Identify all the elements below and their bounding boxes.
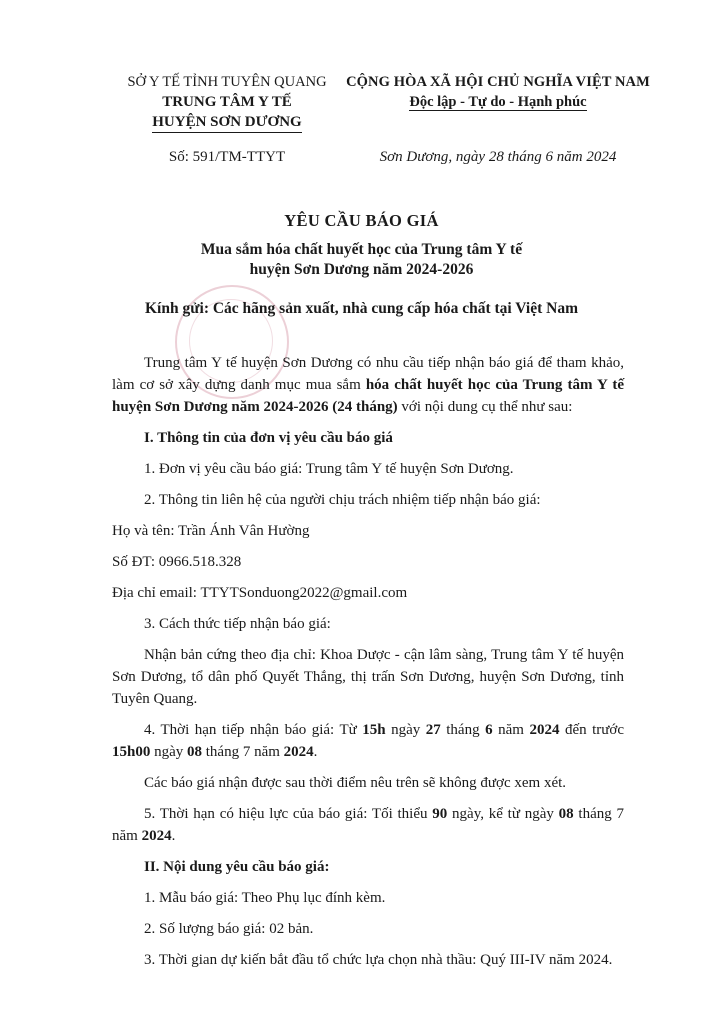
section2-item3: 3. Thời gian dự kiến bắt đầu tổ chức lựa chọn nhà thầu: Quý III-IV năm 2024. <box>144 952 613 968</box>
section1-item1: 1. Đơn vị yêu cầu báo giá: Trung tâm Y tế huyện Sơn Dương. <box>144 461 514 477</box>
subtitle-line1: Mua sắm hóa chất huyết học của Trung tâm Y tế <box>200 241 523 258</box>
delivery-address: Nhận bản cứng theo địa chỉ: Khoa Dược - cận lâm sàng, Trung tâm Y tế huyện Sơn Dương, tổ dân phố Quyết Thắng, thị trấn Sơn Dương, huyện Sơn Dương, tỉnh Tuyên Quang. <box>112 647 624 707</box>
section1-item5: 5. Thời hạn có hiệu lực của báo giá: Tối thiểu 90 ngày, kể từ ngày 08 tháng 7 năm 2024. <box>112 806 625 844</box>
national-heading <box>338 72 658 112</box>
national-motto: Độc lập - Tự do - Hạnh phúc <box>409 94 587 110</box>
late-quote-note: Các báo giá nhận được sau thời điểm nêu trên sẽ không được xem xét. <box>144 775 567 791</box>
section1-heading: I. Thông tin của đơn vị yêu cầu báo giá <box>144 430 393 446</box>
subtitle-line2: huyện Sơn Dương năm 2024-2026 <box>249 261 474 278</box>
section2-item2: 2. Số lượng báo giá: 02 bản. <box>144 921 314 937</box>
intro-paragraph: Trung tâm Y tế huyện Sơn Dương có nhu cầu tiếp nhận báo giá để tham khảo, làm cơ sở xây dựng danh mục mua sắm hóa chất huyết học của Trung tâm Y tế huyện Sơn Dương năm 2024-2026 (24 tháng) với nội dung cụ thể như sau: <box>112 355 624 415</box>
org-name-line1: TRUNG TÂM Y TẾ <box>162 94 292 110</box>
document-number: Số: 591/TM-TTYT <box>168 149 286 165</box>
contact-name: Họ và tên: Trần Ánh Vân Hường <box>112 523 310 539</box>
section1-item2: 2. Thông tin liên hệ của người chịu trách nhiệm tiếp nhận báo giá: <box>144 492 541 508</box>
place-date: Sơn Dương, ngày 28 tháng 6 năm 2024 <box>379 149 617 165</box>
section1-item3: 3. Cách thức tiếp nhận báo giá: <box>144 616 331 632</box>
recipient-line: Kính gửi: Các hãng sản xuất, nhà cung cấp hóa chất tại Việt Nam <box>144 300 579 317</box>
document-title: YÊU CẦU BÁO GIÁ <box>284 211 439 230</box>
org-name-line2: HUYỆN SƠN DƯƠNG <box>152 112 301 133</box>
document-subtitle <box>160 240 563 280</box>
document-body <box>112 352 624 971</box>
nation-name: CỘNG HÒA XÃ HỘI CHỦ NGHĨA VIỆT NAM <box>346 74 650 90</box>
section2-heading: II. Nội dung yêu cầu báo giá: <box>144 859 330 875</box>
contact-email: Địa chỉ email: TTYTSonduong2022@gmail.com <box>112 585 408 601</box>
section2-item1: 1. Mẫu báo giá: Theo Phụ lục đính kèm. <box>144 890 386 906</box>
section1-item4: 4. Thời hạn tiếp nhận báo giá: Từ 15h ngày 27 tháng 6 năm 2024 đến trước 15h00 ngày 08 tháng 7 năm 2024. <box>112 722 624 760</box>
ministry-name: SỞ Y TẾ TỈNH TUYÊN QUANG <box>127 74 327 90</box>
contact-phone: Số ĐT: 0966.518.328 <box>112 554 242 570</box>
issuer-block <box>112 72 342 133</box>
